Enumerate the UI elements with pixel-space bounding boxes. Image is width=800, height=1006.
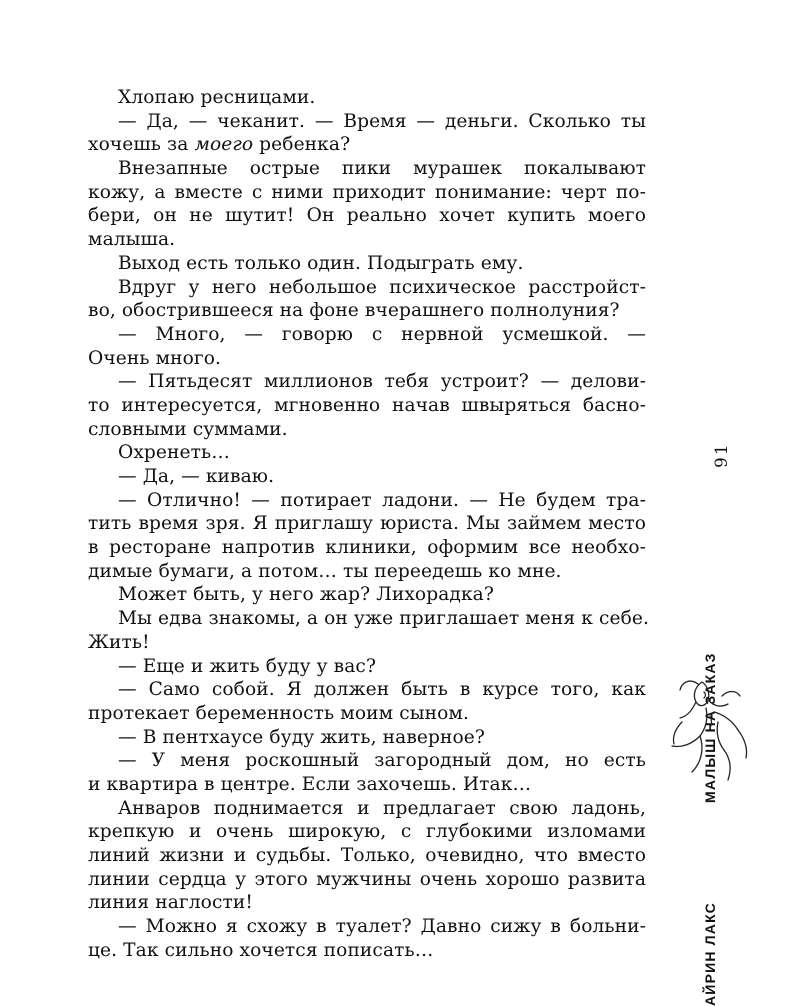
- text-line: линия наглости!: [88, 892, 253, 914]
- text-line: Внезапные острые пики мурашек покалывают: [118, 158, 646, 180]
- text-fragment: ребенка?: [253, 134, 351, 156]
- text-line: малыша.: [88, 229, 176, 251]
- text-line: Жить!: [88, 631, 150, 653]
- text-fragment: хочешь за: [88, 134, 195, 156]
- text-line: це. Так сильно хочется пописать…: [88, 939, 434, 961]
- body-text: [88, 86, 649, 962]
- text-line: [88, 133, 646, 157]
- text-line: Мы едва знакомы, а он уже приглашает меня к себе.: [118, 608, 649, 630]
- text-line: — Само собой. Я должен быть в курсе того, как: [118, 679, 646, 701]
- text-line: Очень много.: [88, 347, 222, 369]
- italic-word: моего: [194, 134, 254, 156]
- text-line: линии сердца у этого мужчины очень хорошо развита: [88, 868, 646, 890]
- text-line: во, обострившееся на фоне вчерашнего полнолуния?: [88, 300, 620, 322]
- text-line: — Да, — чеканит. — Время — деньги. Сколько ты: [118, 110, 646, 132]
- text-line: протекает беременность моим сыном.: [88, 702, 469, 724]
- text-line: Вдруг у него небольшое психическое расстройст-: [118, 276, 646, 298]
- text-line: Охренеть…: [118, 442, 230, 464]
- text-line: тить время зря. Я приглашу юриста. Мы займем место: [88, 513, 646, 535]
- text-line: в ресторане напротив клиники, оформим все необхо-: [88, 537, 646, 559]
- text-line: — Много, — говорю с нервной усмешкой. —: [118, 323, 646, 345]
- text-line: — Еще и жить буду у вас?: [118, 655, 377, 677]
- text-line: бери, он не шутит! Он реально хочет купить моего: [88, 205, 646, 227]
- text-line: — Да, — киваю.: [118, 466, 275, 487]
- text-line: Хлопаю ресницами.: [118, 87, 316, 108]
- running-sidebar: [674, 380, 754, 1006]
- text-line: кожу, а вместе с ними приходит понимание: черт по-: [88, 181, 646, 203]
- text-line: — Пятьдесят миллионов тебя устроит? — делови-: [118, 371, 646, 393]
- text-line: крепкую и очень широкую, с глубокими изломами: [88, 821, 646, 843]
- text-line: — У меня роскошный загородный дом, но есть: [118, 750, 646, 772]
- page-number: 91: [712, 442, 732, 468]
- text-line: Выход есть только один. Подыграть ему.: [118, 252, 524, 274]
- author-name: АЙРИН ЛАКС: [702, 902, 718, 1006]
- text-line: словными суммами.: [88, 418, 288, 440]
- text-line: и квартира в центре. Если захочешь. Итак…: [88, 773, 532, 795]
- text-line: — Можно я схожу в туалет? Давно сижу в больни-: [118, 916, 646, 938]
- text-line: — Отлично! — потирает ладони. — Не будем тра-: [118, 489, 646, 511]
- text-line: димые бумаги, а потом… ты переедешь ко мне.: [88, 560, 562, 582]
- book-title: МАЛЫШ НА ЗАКАЗ: [702, 652, 718, 803]
- text-line: Может быть, у него жар? Лихорадка?: [118, 584, 494, 606]
- couple-line-drawing-icon: [662, 672, 754, 792]
- text-line: линий жизни и судьбы. Только, очевидно, что вместо: [88, 845, 646, 866]
- text-line: то интересуется, мгновенно начав швыряться басно-: [88, 394, 646, 416]
- text-line: — В пентхаусе буду жить, наверное?: [118, 726, 485, 748]
- text-line: Анваров поднимается и предлагает свою ладонь,: [118, 797, 646, 819]
